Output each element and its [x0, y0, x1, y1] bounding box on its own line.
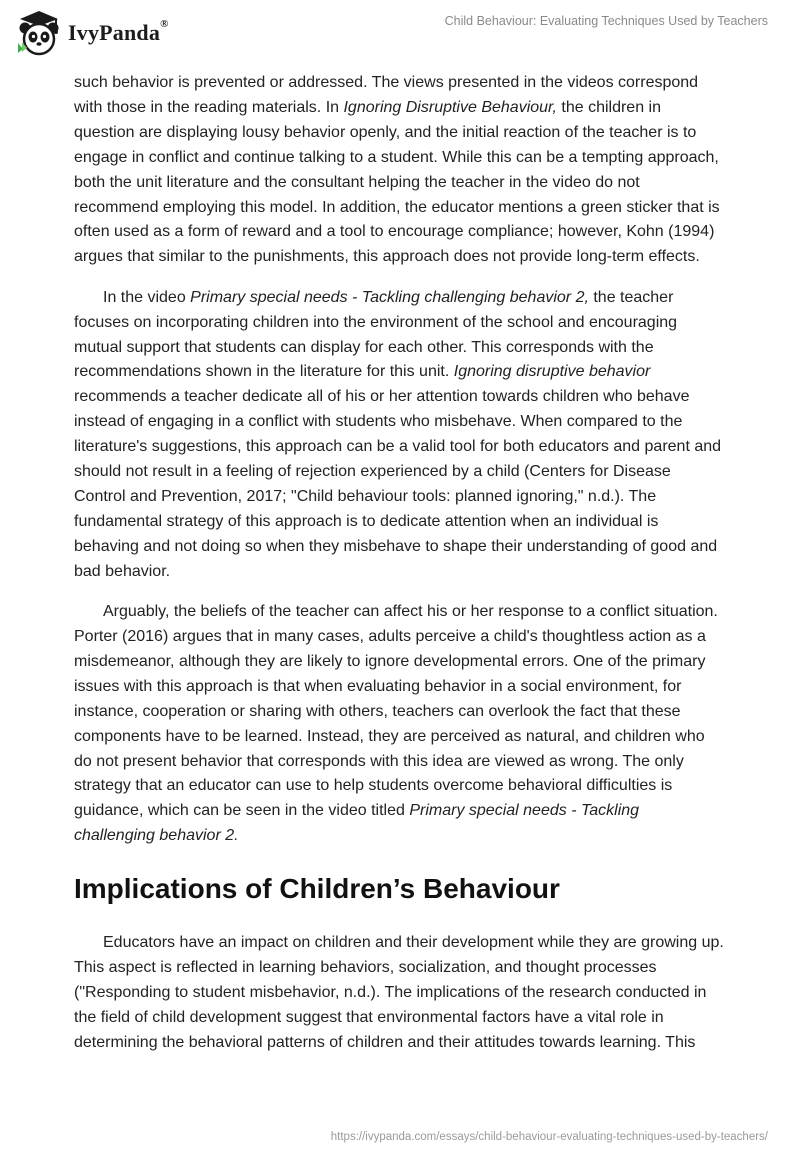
panda-logo-icon: [14, 9, 64, 57]
paragraph: such behavior is prevented or addressed. The views presented in the videos correspond with those in the reading materials. In Ignoring Disruptive Behaviour, the children in question are displaying lousy behavior openly, and the initial reaction of the teacher is to engage in conflict and continue talking to a student. While this can be a tempting approach, both the unit literature and the consultant helping the teacher in the video do not recommend employing this model. In addition, the educator mentions a green sticker that is often used as a form of reward and a tool to encourage compliance; however, Kohn (1994) argues that similar to the punishments, this approach does not provide long-term effects.: [74, 74, 720, 266]
section-heading: Implications of Children’s Behaviour: [74, 873, 560, 905]
source-url[interactable]: https://ivypanda.com/essays/child-behaviour-evaluating-techniques-used-by-teachers/: [330, 1131, 768, 1143]
ivypanda-logo[interactable]: [14, 9, 169, 57]
page-header: [0, 0, 800, 66]
essay-body: [74, 71, 724, 1071]
document-title: Child Behaviour: Evaluating Techniques Used by Teachers: [444, 14, 768, 28]
logo-text: IvyPanda®: [68, 18, 169, 45]
paragraph: Educators have an impact on children and their development while they are growing up. This aspect is reflected in learning behaviors, socialization, and thought processes ("Responding to student misbehavior, n.d.). The implications of the research conducted in the field of child development suggest that environmental factors have a vital role in determining the behavioral patterns of children and their attitudes towards learning. This: [74, 934, 724, 1051]
paragraph: In the video Primary special needs - Tackling challenging behavior 2, the teacher focuses on incorporating children into the environment of the school and encouraging mutual support that students can display for each other. This corresponds with the recommendations shown in the literature for this unit. Ignoring disruptive behavior recommends a teacher dedicate all of his or her attention towards children who behave instead of engaging in a conflict with students who misbehave. When compared to the literature's suggestions, this approach can be a valid tool for both educators and parent and should not result in a feeling of rejection experienced by a child (Centers for Disease Control and Prevention, 2017; "Child behaviour tools: planned ignoring," n.d.). The fundamental strategy of this approach is to dedicate attention when an individual is behaving and not doing so when they misbehave to shape their understanding of good and bad behavior.: [74, 288, 722, 580]
paragraph: Arguably, the beliefs of the teacher can affect his or her response to a conflict situation. Porter (2016) argues that in many cases, adults perceive a child's thoughtless action as a misdemeanor, although they are likely to ignore developmental errors. One of the primary issues with this approach is that when evaluating behavior in a social environment, for instance, cooperation or sharing with others, teachers can overlook the fact that these components have to be learned. Instead, they are perceived as natural, and children who do not present behavior that corresponds with this idea are viewed as wrong. The only strategy that an educator can use to help students overcome behavioral difficulties is guidance, which can be seen in the video titled Primary special needs - Tackling challenging behavior 2.: [74, 603, 718, 845]
